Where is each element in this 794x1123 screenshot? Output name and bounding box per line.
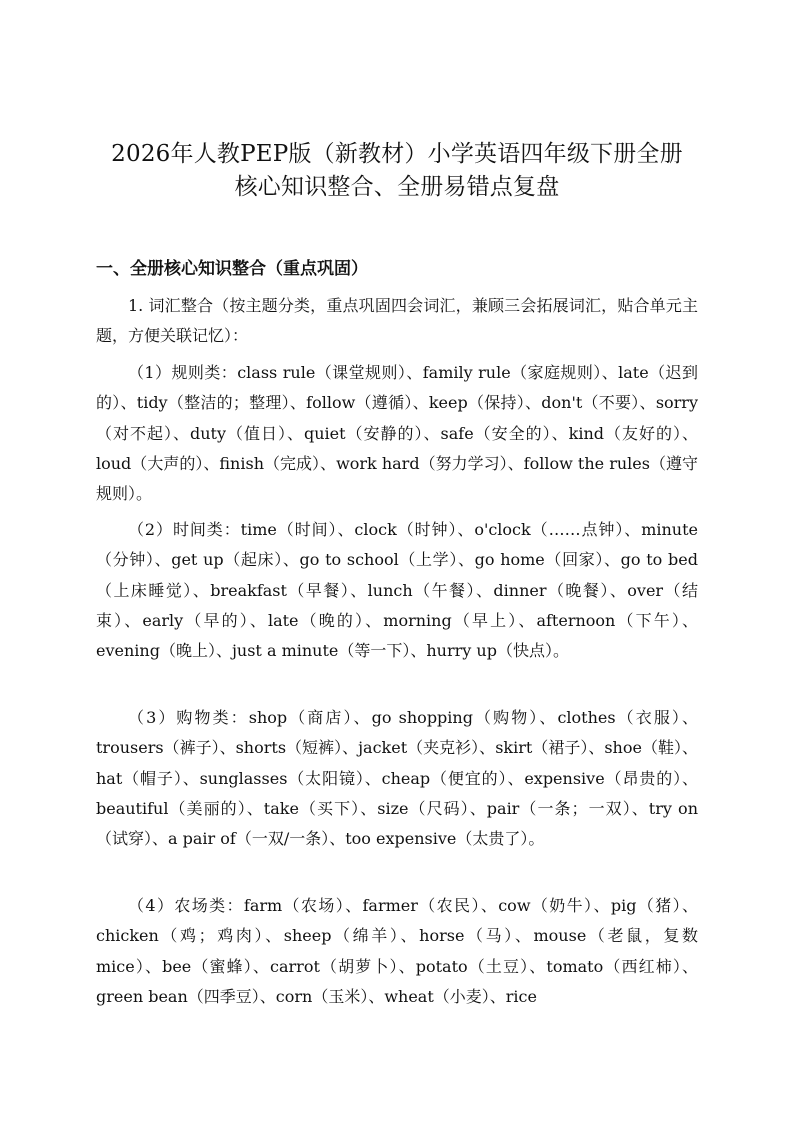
vocab-time-paragraph: （2）时间类：time（时间）、clock（时钟）、o'clock（……点钟）、minute（分钟）、get up（起床）、go to school（上学）、go home（回家）、go to bed（上床睡觉）、breakfast（早餐）、lunch（午餐）、dinner（晚餐）、over（结束）、early（早的）、late（晚的）、morning（早上）、afternoon（下午）、evening（晚上）、just a minute（等一下）、hurry up（快点）。 (96, 520, 698, 661)
section-heading: 一、全册核心知识整合（重点巩固） (96, 259, 368, 279)
vocab-rules-paragraph: （1）规则类：class rule（课堂规则）、family rule（家庭规则）、late（迟到的）、tidy（整洁的；整理）、follow（遵循）、keep（保持）、don't（不要）、sorry（对不起）、duty（值日）、quiet（安静的）、safe（安全的）、kind（友好的）、loud（大声的）、finish（完成）、work hard（努力学习）、follow the rules（遵守规则）。 (96, 363, 698, 504)
vocab-intro-paragraph: 1. 词汇整合（按主题分类，重点巩固四会词汇，兼顾三会拓展词汇，贴合单元主题，方便关联记忆）： (96, 296, 698, 346)
vocab-shopping-paragraph: （3）购物类：shop（商店）、go shopping（购物）、clothes（衣服）、trousers（裤子）、shorts（短裤）、jacket（夹克衫）、skirt（裙子）、shoe（鞋）、hat（帽子）、sunglasses（太阳镜）、cheap（便宜的）、expensive（昂贵的）、beautiful（美丽的）、take（买下）、size（尺码）、pair（一条；一双）、try on（试穿）、a pair of（一双/一条）、too expensive（太贵了）。 (96, 708, 698, 849)
document-title-line-1: 2026年人教PEP版（新教材）小学英语四年级下册全册 (111, 141, 683, 167)
vocab-farm-paragraph: （4）农场类：farm（农场）、farmer（农民）、cow（奶牛）、pig（猪）、chicken（鸡；鸡肉）、sheep（绵羊）、horse（马）、mouse（老鼠，复数 mice）、bee（蜜蜂）、carrot（胡萝卜）、potato（土豆）、tomato（西红柿）、green bean（四季豆）、corn（玉米）、wheat（小麦）、rice (96, 896, 698, 1006)
document-title-line-2: 核心知识整合、全册易错点复盘 (234, 174, 560, 200)
